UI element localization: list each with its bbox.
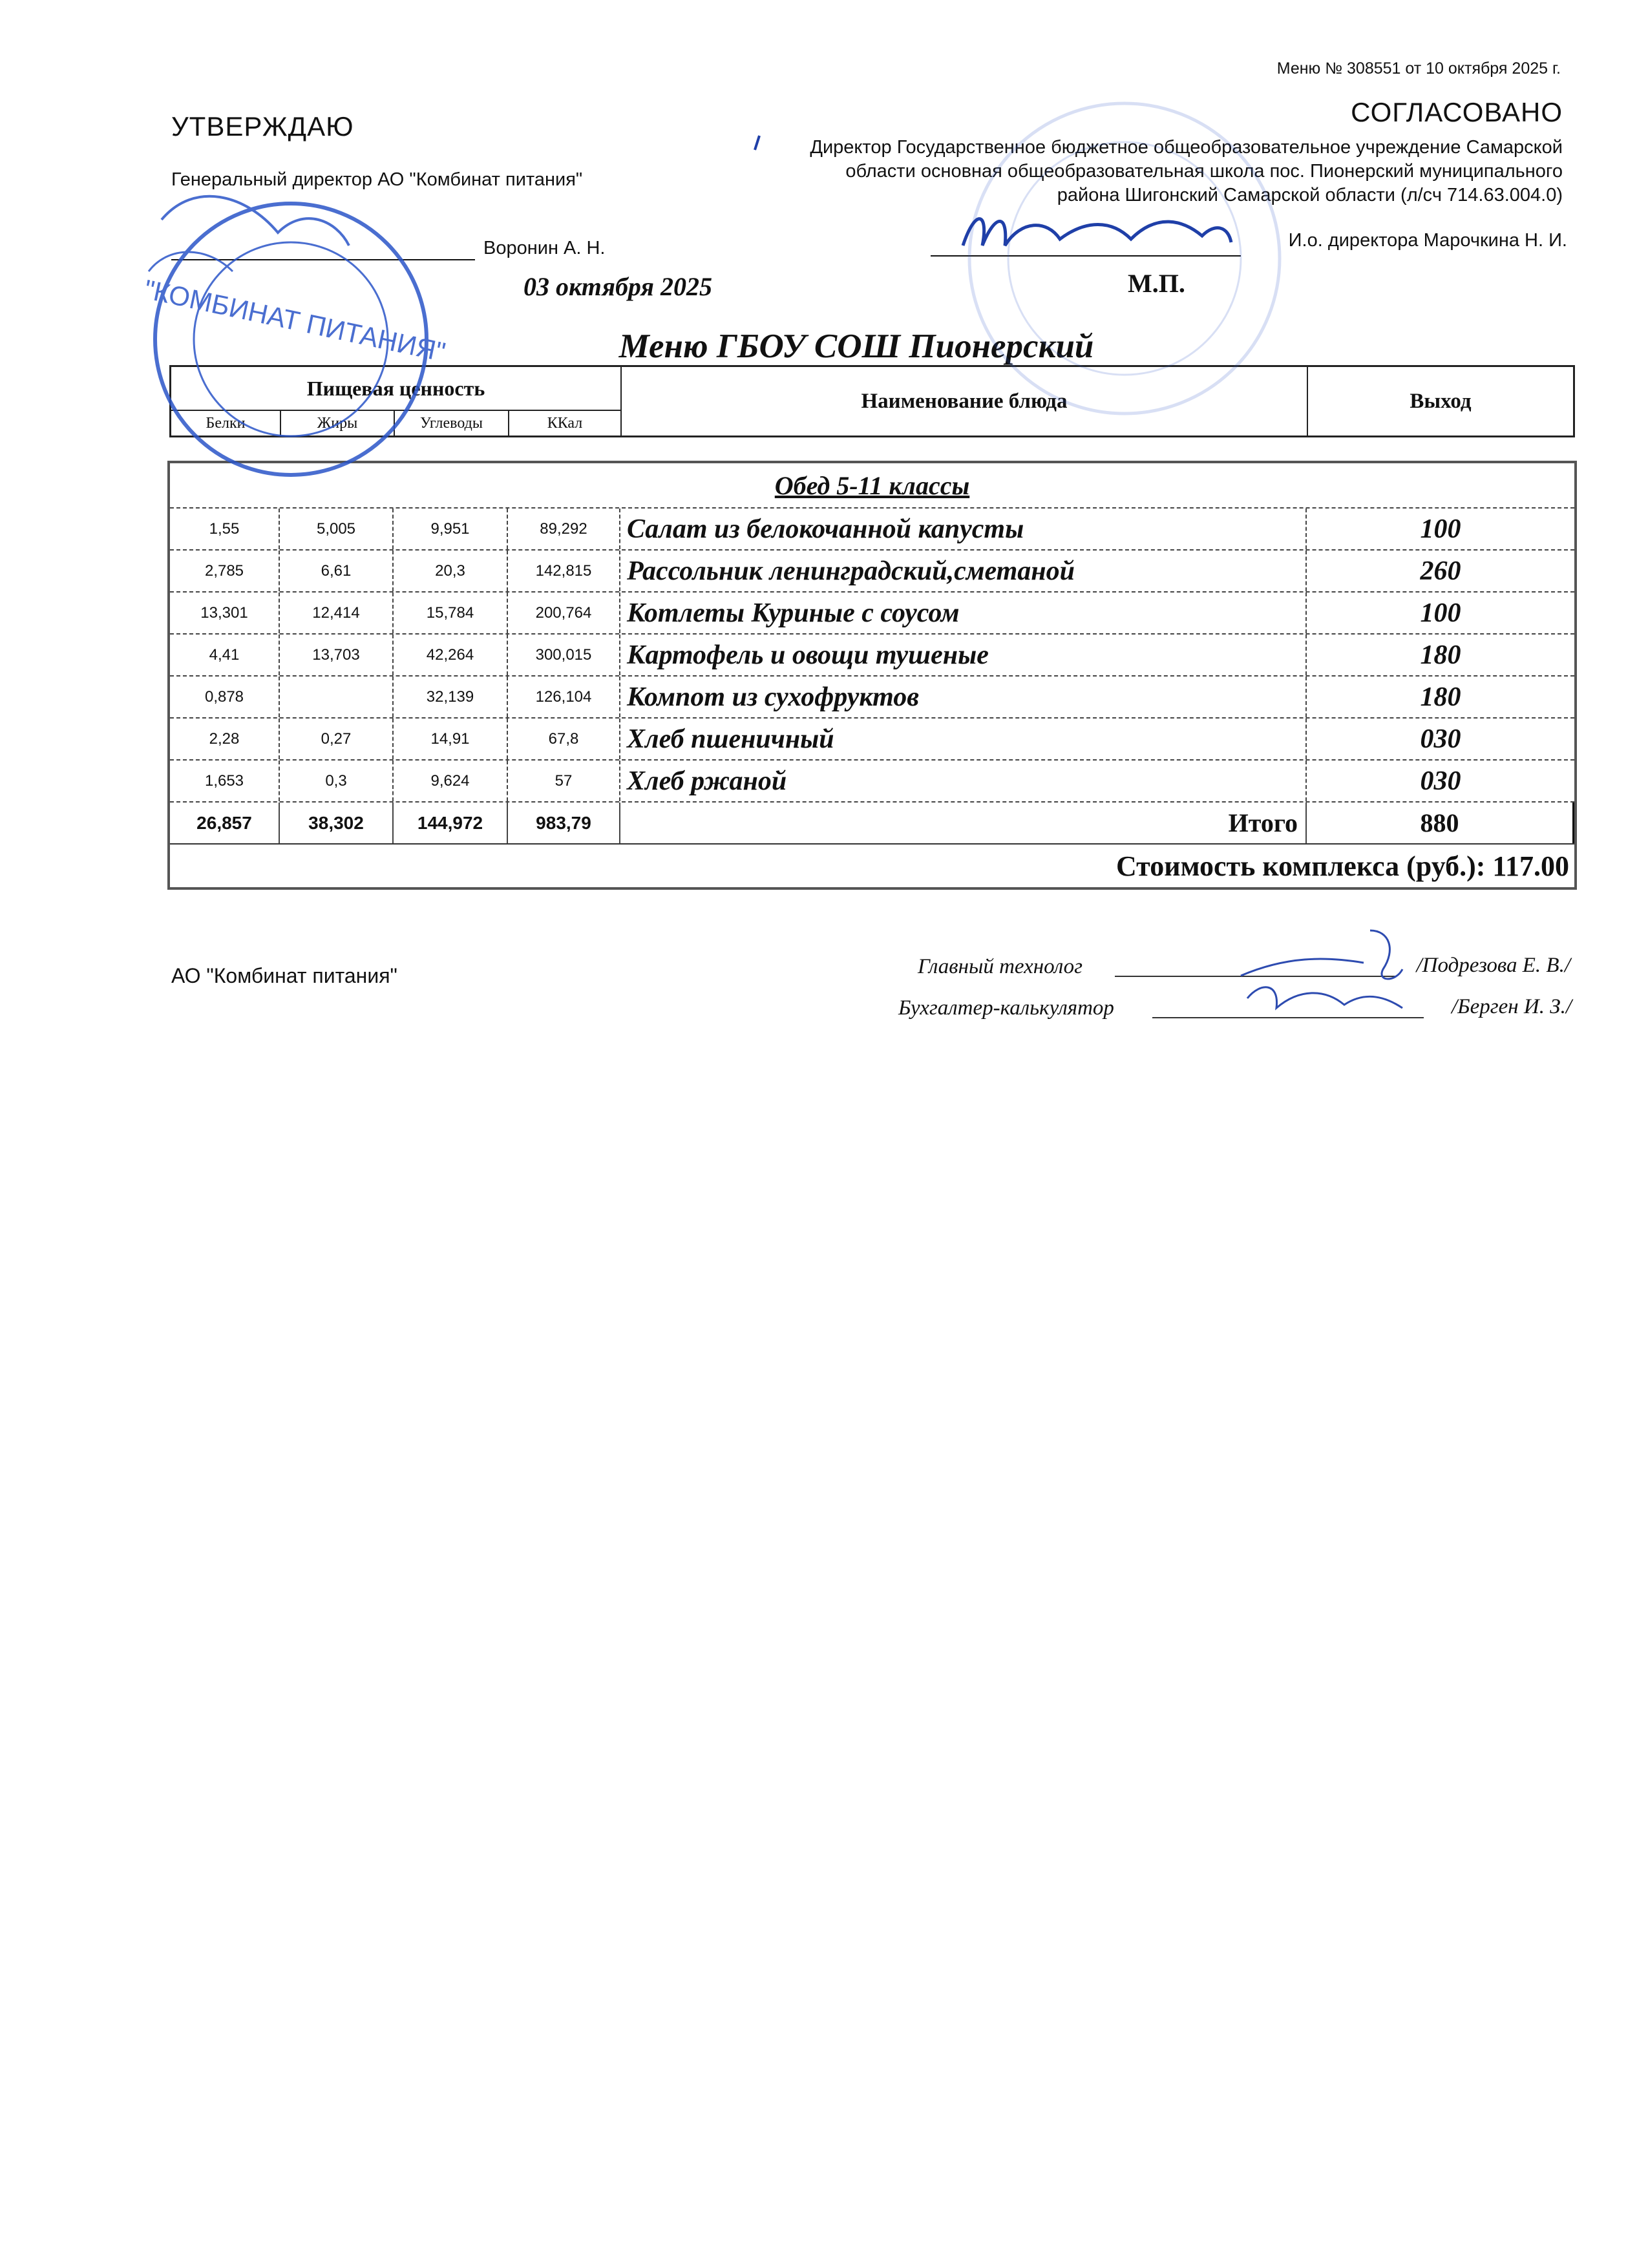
header-protein: Белки [171,411,281,436]
cell-carbs: 9,951 [394,509,508,549]
cell-output: 260 [1420,556,1461,586]
total-carbs: 144,972 [394,803,508,843]
cell-protein: 1,653 [170,761,280,801]
cell-carbs: 42,264 [394,635,508,675]
tech-name: /Подрезова Е. В./ [1416,954,1570,977]
cell-protein: 0,878 [170,677,280,717]
cell-output: 180 [1420,640,1461,670]
cell-output: 100 [1420,514,1461,544]
cell-kcal: 67,8 [508,719,620,759]
total-protein: 26,857 [170,803,280,843]
agree-title: СОГЛАСОВАНО [1351,97,1563,127]
director-signature [755,136,1231,246]
cell-kcal: 126,104 [508,677,620,717]
complex-cost: Стоимость комплекса (руб.): 117.00 [1115,850,1569,882]
cell-carbs: 9,624 [394,761,508,801]
footer-company: АО "Комбинат питания" [171,964,397,987]
accountant-name: /Берген И. З./ [1451,995,1572,1018]
cell-dish: Хлеб ржаной [620,761,1307,801]
cell-carbs: 20,3 [394,551,508,591]
cell-kcal: 200,764 [508,593,620,633]
cell-fat: 13,703 [280,635,394,675]
page-title: Меню ГБОУ СОШ Пионерский [618,328,1094,365]
cell-dish: Рассольник ленинградский,сметаной [620,551,1307,591]
stamps-and-signatures [0,0,1648,1098]
cell-dish: Салат из белокочанной капусты [620,509,1307,549]
menu-number: Меню № 308551 от 10 октября 2025 г. [1276,59,1561,78]
tech-signature [1241,930,1402,979]
cell-kcal: 142,815 [508,551,620,591]
approve-title: УТВЕРЖДАЮ [171,111,354,142]
stamp-signature-stroke [162,196,349,246]
cell-output: 030 [1420,724,1461,754]
agree-position-line: района Шигонский Самарской области (л/сч 714.63.004.0) [1057,185,1563,205]
tech-role: Главный технолог [918,955,1083,978]
cell-protein: 4,41 [170,635,280,675]
cell-fat: 0,3 [280,761,394,801]
cell-carbs: 15,784 [394,593,508,633]
agree-name: И.о. директора Марочкина Н. И. [1288,230,1567,251]
header-fat: Жиры [281,411,395,436]
cell-kcal: 300,015 [508,635,620,675]
cell-kcal: 57 [508,761,620,801]
stamp-label: М.П. [1128,269,1185,298]
stamp-text: "КОМБИНАТ ПИТАНИЯ" [141,273,449,368]
approve-name: Воронин А. Н. [483,238,606,258]
agree-position-line: области основная общеобразовательная школа пос. Пионерский муниципального [845,161,1563,182]
approve-position: Генеральный директор АО "Комбинат питания" [171,169,583,190]
cell-fat: 0,27 [280,719,394,759]
cell-output: 180 [1420,682,1461,712]
cell-fat: 12,414 [280,593,394,633]
total-output: 880 [1307,803,1574,843]
header-kcal: ККал [509,411,622,436]
cell-dish: Компот из сухофруктов [620,677,1307,717]
cell-kcal: 89,292 [508,509,620,549]
approve-date: 03 октября 2025 [523,272,712,301]
header-dish: Наименование блюда [622,367,1308,436]
total-fat: 38,302 [280,803,394,843]
total-label: Итого [620,803,1307,843]
cell-fat: 6,61 [280,551,394,591]
accountant-signature [1247,987,1402,1008]
school-stamp [969,103,1280,414]
cell-carbs: 32,139 [394,677,508,717]
cell-protein: 2,785 [170,551,280,591]
agree-position-line: Директор Государственное бюджетное общеобразовательное учреждение Самарской [810,137,1563,158]
cell-protein: 13,301 [170,593,280,633]
cell-output: 030 [1420,766,1461,796]
accountant-role: Бухгалтер-калькулятор [898,996,1114,1020]
company-stamp [142,196,448,475]
cell-protein: 1,55 [170,509,280,549]
total-kcal: 983,79 [508,803,620,843]
cell-carbs: 14,91 [394,719,508,759]
cell-output: 100 [1420,598,1461,628]
cell-protein: 2,28 [170,719,280,759]
section-title: Обед 5-11 классы [170,463,1574,509]
header-nutrition: Пищевая ценность [171,367,622,411]
stamp-signature-stroke [149,252,233,271]
header-carbs: Углеводы [395,411,509,436]
cell-dish: Картофель и овощи тушеные [620,635,1307,675]
cell-dish: Хлеб пшеничный [620,719,1307,759]
header-output: Выход [1410,389,1472,413]
cell-fat: 5,005 [280,509,394,549]
cell-dish: Котлеты Куриные с соусом [620,593,1307,633]
